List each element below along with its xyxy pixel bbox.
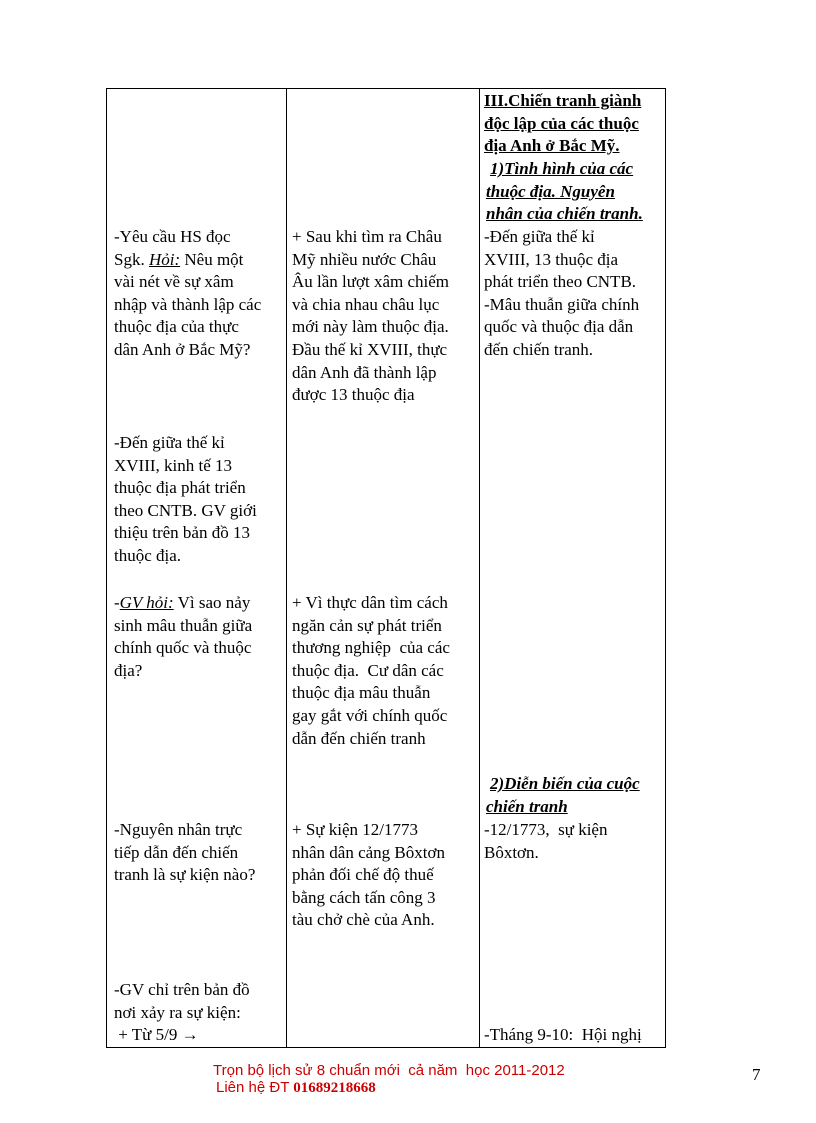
subsection-heading-2: 2)Diễn biến của cuộc chiến tranh bbox=[486, 774, 640, 816]
footer-line-2 bbox=[216, 1079, 376, 1097]
teacher-question-4: -Nguyên nhân trực tiếp dẫn đến chiến tranh là sự kiện nào? bbox=[114, 820, 256, 885]
column-divider bbox=[286, 89, 287, 1047]
page-number: 7 bbox=[752, 1065, 761, 1084]
teacher-question-1: -Yêu cầu HS đọc Sgk. Hỏi: Nêu một vài nét về sự xâm nhập và thành lập các thuộc địa của thực dân Anh ở Bắc Mỹ? bbox=[114, 227, 262, 359]
column-divider bbox=[479, 89, 480, 1047]
footer-phone-number: 01689218668 bbox=[293, 1080, 376, 1096]
footer-contact-label: Liên hệ ĐT bbox=[216, 1079, 294, 1096]
footer-line-1: Trọn bộ lịch sử 8 chuẩn mới cả năm học 2011-2012 bbox=[213, 1062, 565, 1079]
student-answer-3: + Sự kiện 12/1773 nhân dân cảng Bôxtơn phản đối chế độ thuế bằng cách tấn công 3 tàu chở chè của Anh. bbox=[292, 820, 445, 930]
content-summary-1: -Đến giữa thế kỉ XVIII, 13 thuộc địa phát triển theo CNTB. -Mâu thuẫn giữa chính quốc và thuộc địa dẫn đến chiến tranh. bbox=[484, 227, 640, 359]
teacher-note-5: -GV chỉ trên bản đồ nơi xảy ra sự kiện: + Từ 5/9 → bbox=[114, 980, 250, 1045]
teacher-question-3: -GV hỏi: Vì sao nảy sinh mâu thuẫn giữa chính quốc và thuộc địa? bbox=[114, 593, 253, 680]
content-summary-2: -12/1773, sự kiện Bôxtơn. bbox=[484, 820, 608, 862]
student-answer-2: + Vì thực dân tìm cách ngăn cản sự phát triển thương nghiệp của các thuộc địa. Cư dân các thuộc địa mâu thuẫn gay gắt với chính quốc dẫn đến chiến tranh bbox=[292, 593, 450, 748]
section-heading: III.Chiến tranh giành độc lập của các thuộc địa Anh ở Bắc Mỹ. bbox=[484, 91, 642, 156]
student-answer-1: + Sau khi tìm ra Châu Mỹ nhiều nước Châu Âu lần lượt xâm chiếm và chia nhau châu lục mới này làm thuộc địa. Đầu thế kỉ XVIII, thực dân Anh đã thành lập được 13 thuộc địa bbox=[292, 227, 450, 405]
subsection-heading-1: 1)Tình hình của các thuộc địa. Nguyên nhân của chiến tranh. bbox=[486, 159, 643, 224]
teacher-note-2: -Đến giữa thế kỉ XVIII, kinh tế 13 thuộc địa phát triển theo CNTB. GV giới thiệu trên bản đồ 13 thuộc địa. bbox=[114, 433, 257, 565]
content-summary-3: -Tháng 9-10: Hội nghị bbox=[484, 1025, 642, 1044]
